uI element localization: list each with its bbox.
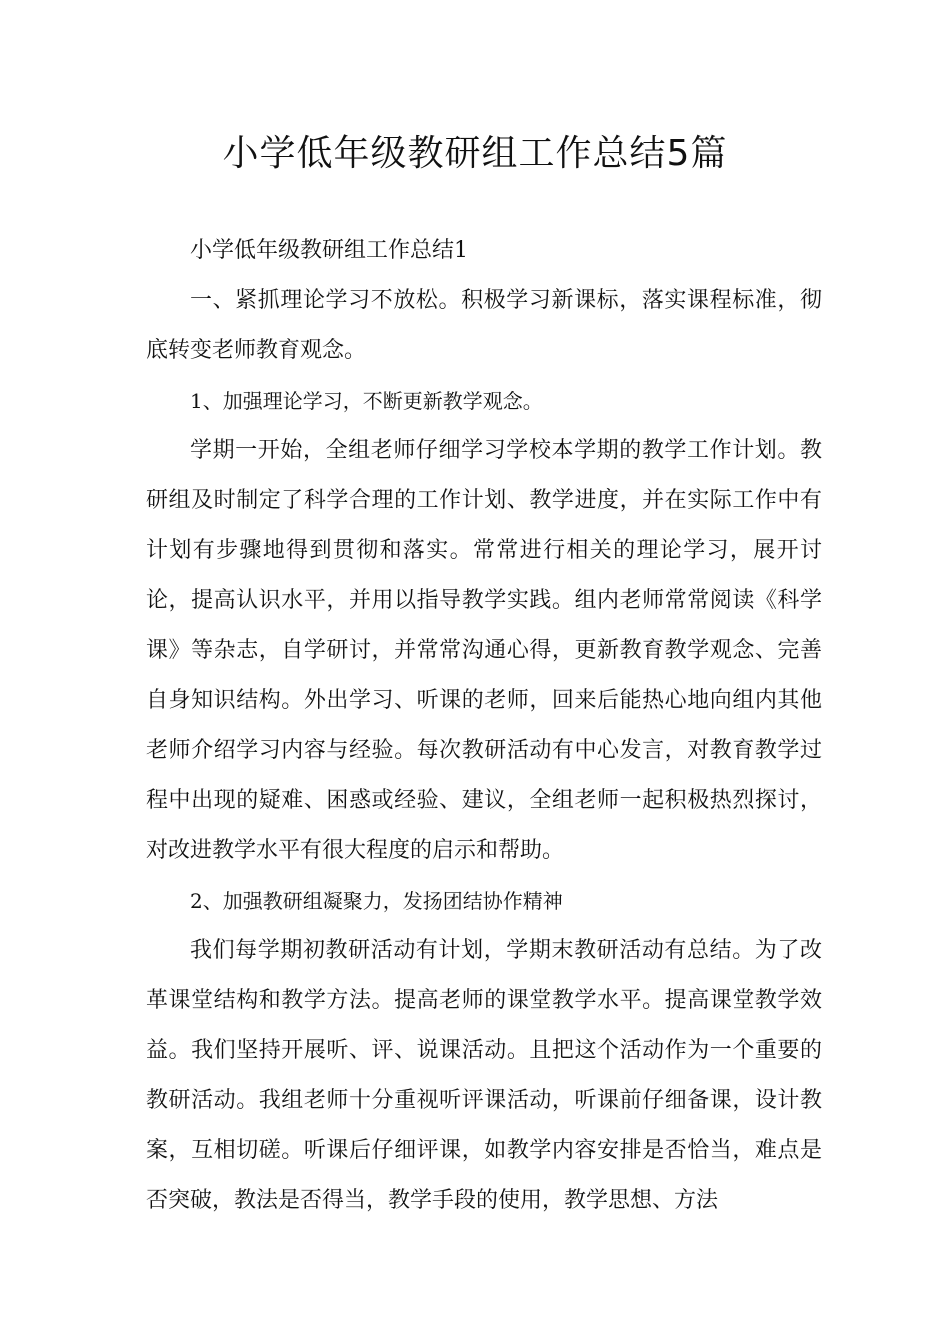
paragraph: 学期一开始，全组老师仔细学习学校本学期的教学工作计划。教研组及时制定了科学合理的工作计划、教学进度，并在实际工作中有计划有步骤地得到贯彻和落实。常常进行相关的理论学习，展开讨论，提高认识水平，并用以指导教学实践。组内老师常常阅读《科学课》等杂志，自学研讨，并常常沟通心得，更新教育教学观念、完善自身知识结构。外出学习、听课的老师，回来后能热心地向组内其他老师介绍学习内容与经验。每次教研活动有中心发言，对教育教学过程中出现的疑难、困惑或经验、建议，全组老师一起积极热烈探讨，对改进教学水平有很大程度的启示和帮助。 bbox=[146, 438, 822, 863]
paragraph: 一、紧抓理论学习不放松。积极学习新课标，落实课程标准，彻底转变老师教育观念。 bbox=[146, 288, 822, 363]
document-title: 小学低年级教研组工作总结5篇 bbox=[222, 133, 728, 174]
subsection-heading: 1、加强理论学习，不断更新教学观念。 bbox=[190, 389, 543, 413]
paragraph: 我们每学期初教研活动有计划，学期末教研活动有总结。为了改革课堂结构和教学方法。提高老师的课堂教学水平。提高课堂教学效益。我们坚持开展听、评、说课活动。且把这个活动作为一个重要的教研活动。我组老师十分重视听评课活动，听课前仔细备课，设计教案，互相切磋。听课后仔细评课，如教学内容安排是否恰当，难点是否突破，教法是否得当，教学手段的使用，教学思想、方法 bbox=[146, 938, 822, 1213]
section-heading: 小学低年级教研组工作总结1 bbox=[190, 238, 468, 263]
document-body bbox=[146, 226, 822, 1226]
subsection-heading: 2、加强教研组凝聚力，发扬团结协作精神 bbox=[190, 889, 563, 913]
